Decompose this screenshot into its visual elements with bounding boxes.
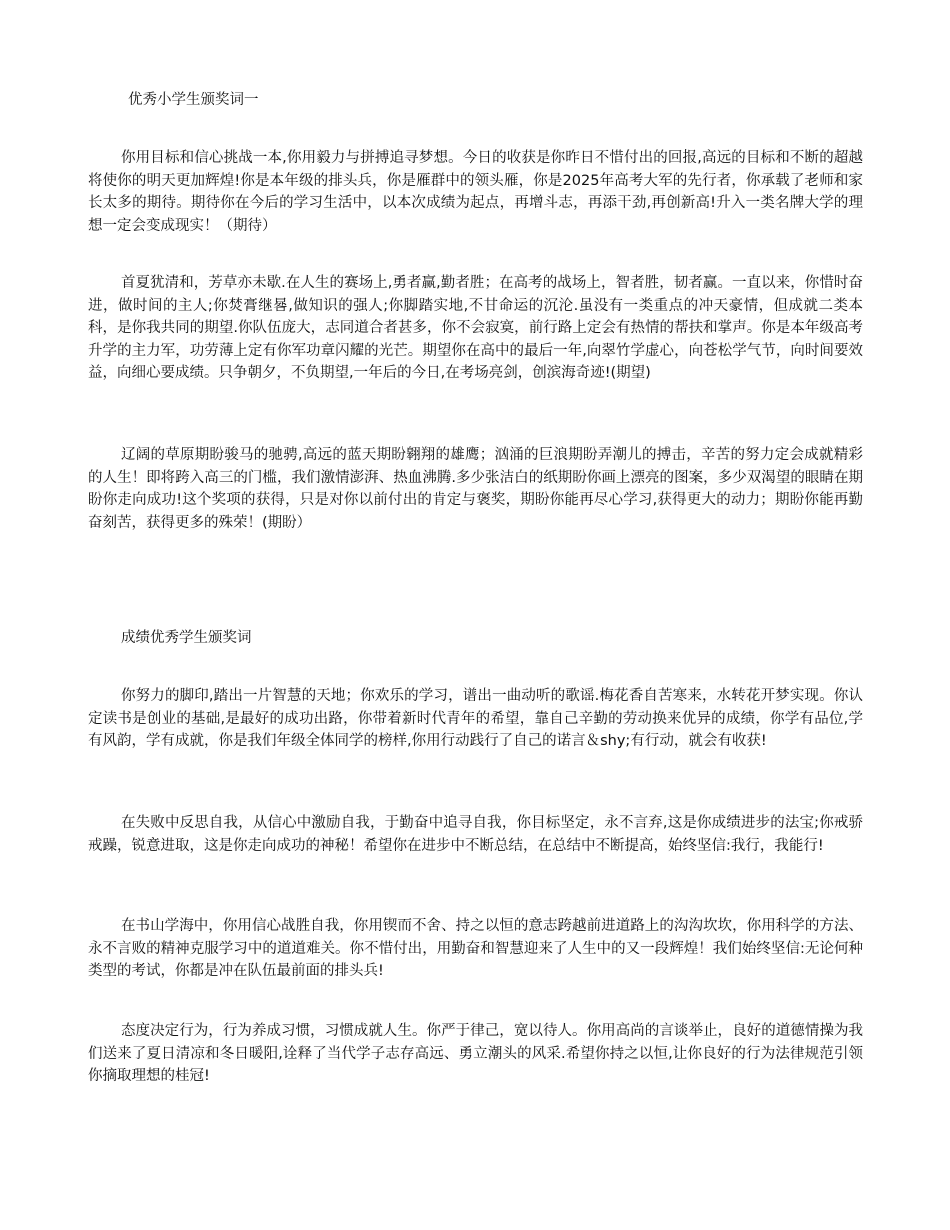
section-heading-1: 优秀小学生颁奖词一 — [128, 92, 259, 108]
paragraph: 态度决定行为，行为养成习惯，习惯成就人生。你严于律己，宽以待人。你用高尚的言谈举止，良好的道德情操为我们送来了夏日清凉和冬日暖阳,诠释了当代学子志存高远、勇立潮头的风采.希望你持之以恒,让你良好的行为法律规范引领你摘取理想的桂冠! — [88, 1023, 863, 1085]
paragraph: 在书山学海中，你用信心战胜自我，你用锲而不舍、持之以恒的意志跨越前进道路上的沟沟坎坎，你用科学的方法、永不言败的精神克服学习中的道道难关。你不惜付出，用勤奋和智慧迎来了人生中的又一段辉煌！我们始终坚信:无论何种类型的考试，你都是冲在队伍最前面的排头兵! — [88, 918, 863, 980]
paragraph: 你用目标和信心挑战一本,你用毅力与拼搏追寻梦想。今日的收获是你昨日不惜付出的回报,高远的目标和不断的超越将使你的明天更加辉煌!你是本年级的排头兵，你是雁群中的领头雁，你是2025年高考大军的先行者，你承载了老师和家长太多的期待。期待你在今后的学习生活中，以本次成绩为起点，再增斗志，再添干劲,再创新高!升入一类名牌大学的理想一定会变成现实！（期待） — [88, 150, 863, 234]
paragraph: 首夏犹清和，芳草亦未歇.在人生的赛场上,勇者赢,勤者胜；在高考的战场上，智者胜，韧者赢。一直以来，你惜时奋进，做时间的主人;你焚膏继晷,做知识的强人;你脚踏实地,不甘命运的沉沦.虽没有一类重点的冲天豪情，但成就二类本科，是你我共同的期望.你队伍庞大，志同道合者甚多，你不会寂寞，前行路上定会有热情的帮扶和掌声。你是本年级高考升学的主力军，功劳薄上定有你军功章闪耀的光芒。期望你在高中的最后一年,向翠竹学虚心，向苍松学气节，向时间要效益，向细心要成绩。只争朝夕，不负期望,一年后的今日,在考场亮剑，创滨海奇迹!(期望) — [88, 275, 863, 382]
paragraph: 在失败中反思自我，从信心中激励自我，于勤奋中追寻自我，你目标坚定，永不言弃,这是你成绩进步的法宝;你戒骄戒躁，锐意进取，这是你走向成功的神秘！希望你在进步中不断总结，在总结中不断提高，始终坚信:我行，我能行! — [88, 815, 863, 854]
section-heading-2: 成绩优秀学生颁奖词 — [121, 630, 252, 646]
paragraph: 辽阔的草原期盼骏马的驰骋,高远的蓝天期盼翱翔的雄鹰；汹涌的巨浪期盼弄潮儿的搏击，辛苦的努力定会成就精彩的人生！即将跨入高三的门槛，我们激情澎湃、热血沸腾.多少张洁白的纸期盼你画上漂亮的图案，多少双渴望的眼睛在期盼你走向成功!这个奖项的获得，只是对你以前付出的肯定与褒奖，期盼你能再尽心学习,获得更大的动力；期盼你能再勤奋刻苦，获得更多的殊荣！(期盼） — [88, 447, 863, 531]
paragraph: 你努力的脚印,踏出一片智慧的天地；你欢乐的学习，谱出一曲动听的歌谣.梅花香自苦寒来，水转花开梦实现。你认定读书是创业的基础,是最好的成功出路，你带着新时代青年的希望，靠自己辛勤的劳动换来优异的成绩，你学有品位,学有风韵，学有成就，你是我们年级全体同学的榜样,你用行动践行了自己的诺言＆shy;有行动，就会有收获! — [88, 688, 863, 750]
